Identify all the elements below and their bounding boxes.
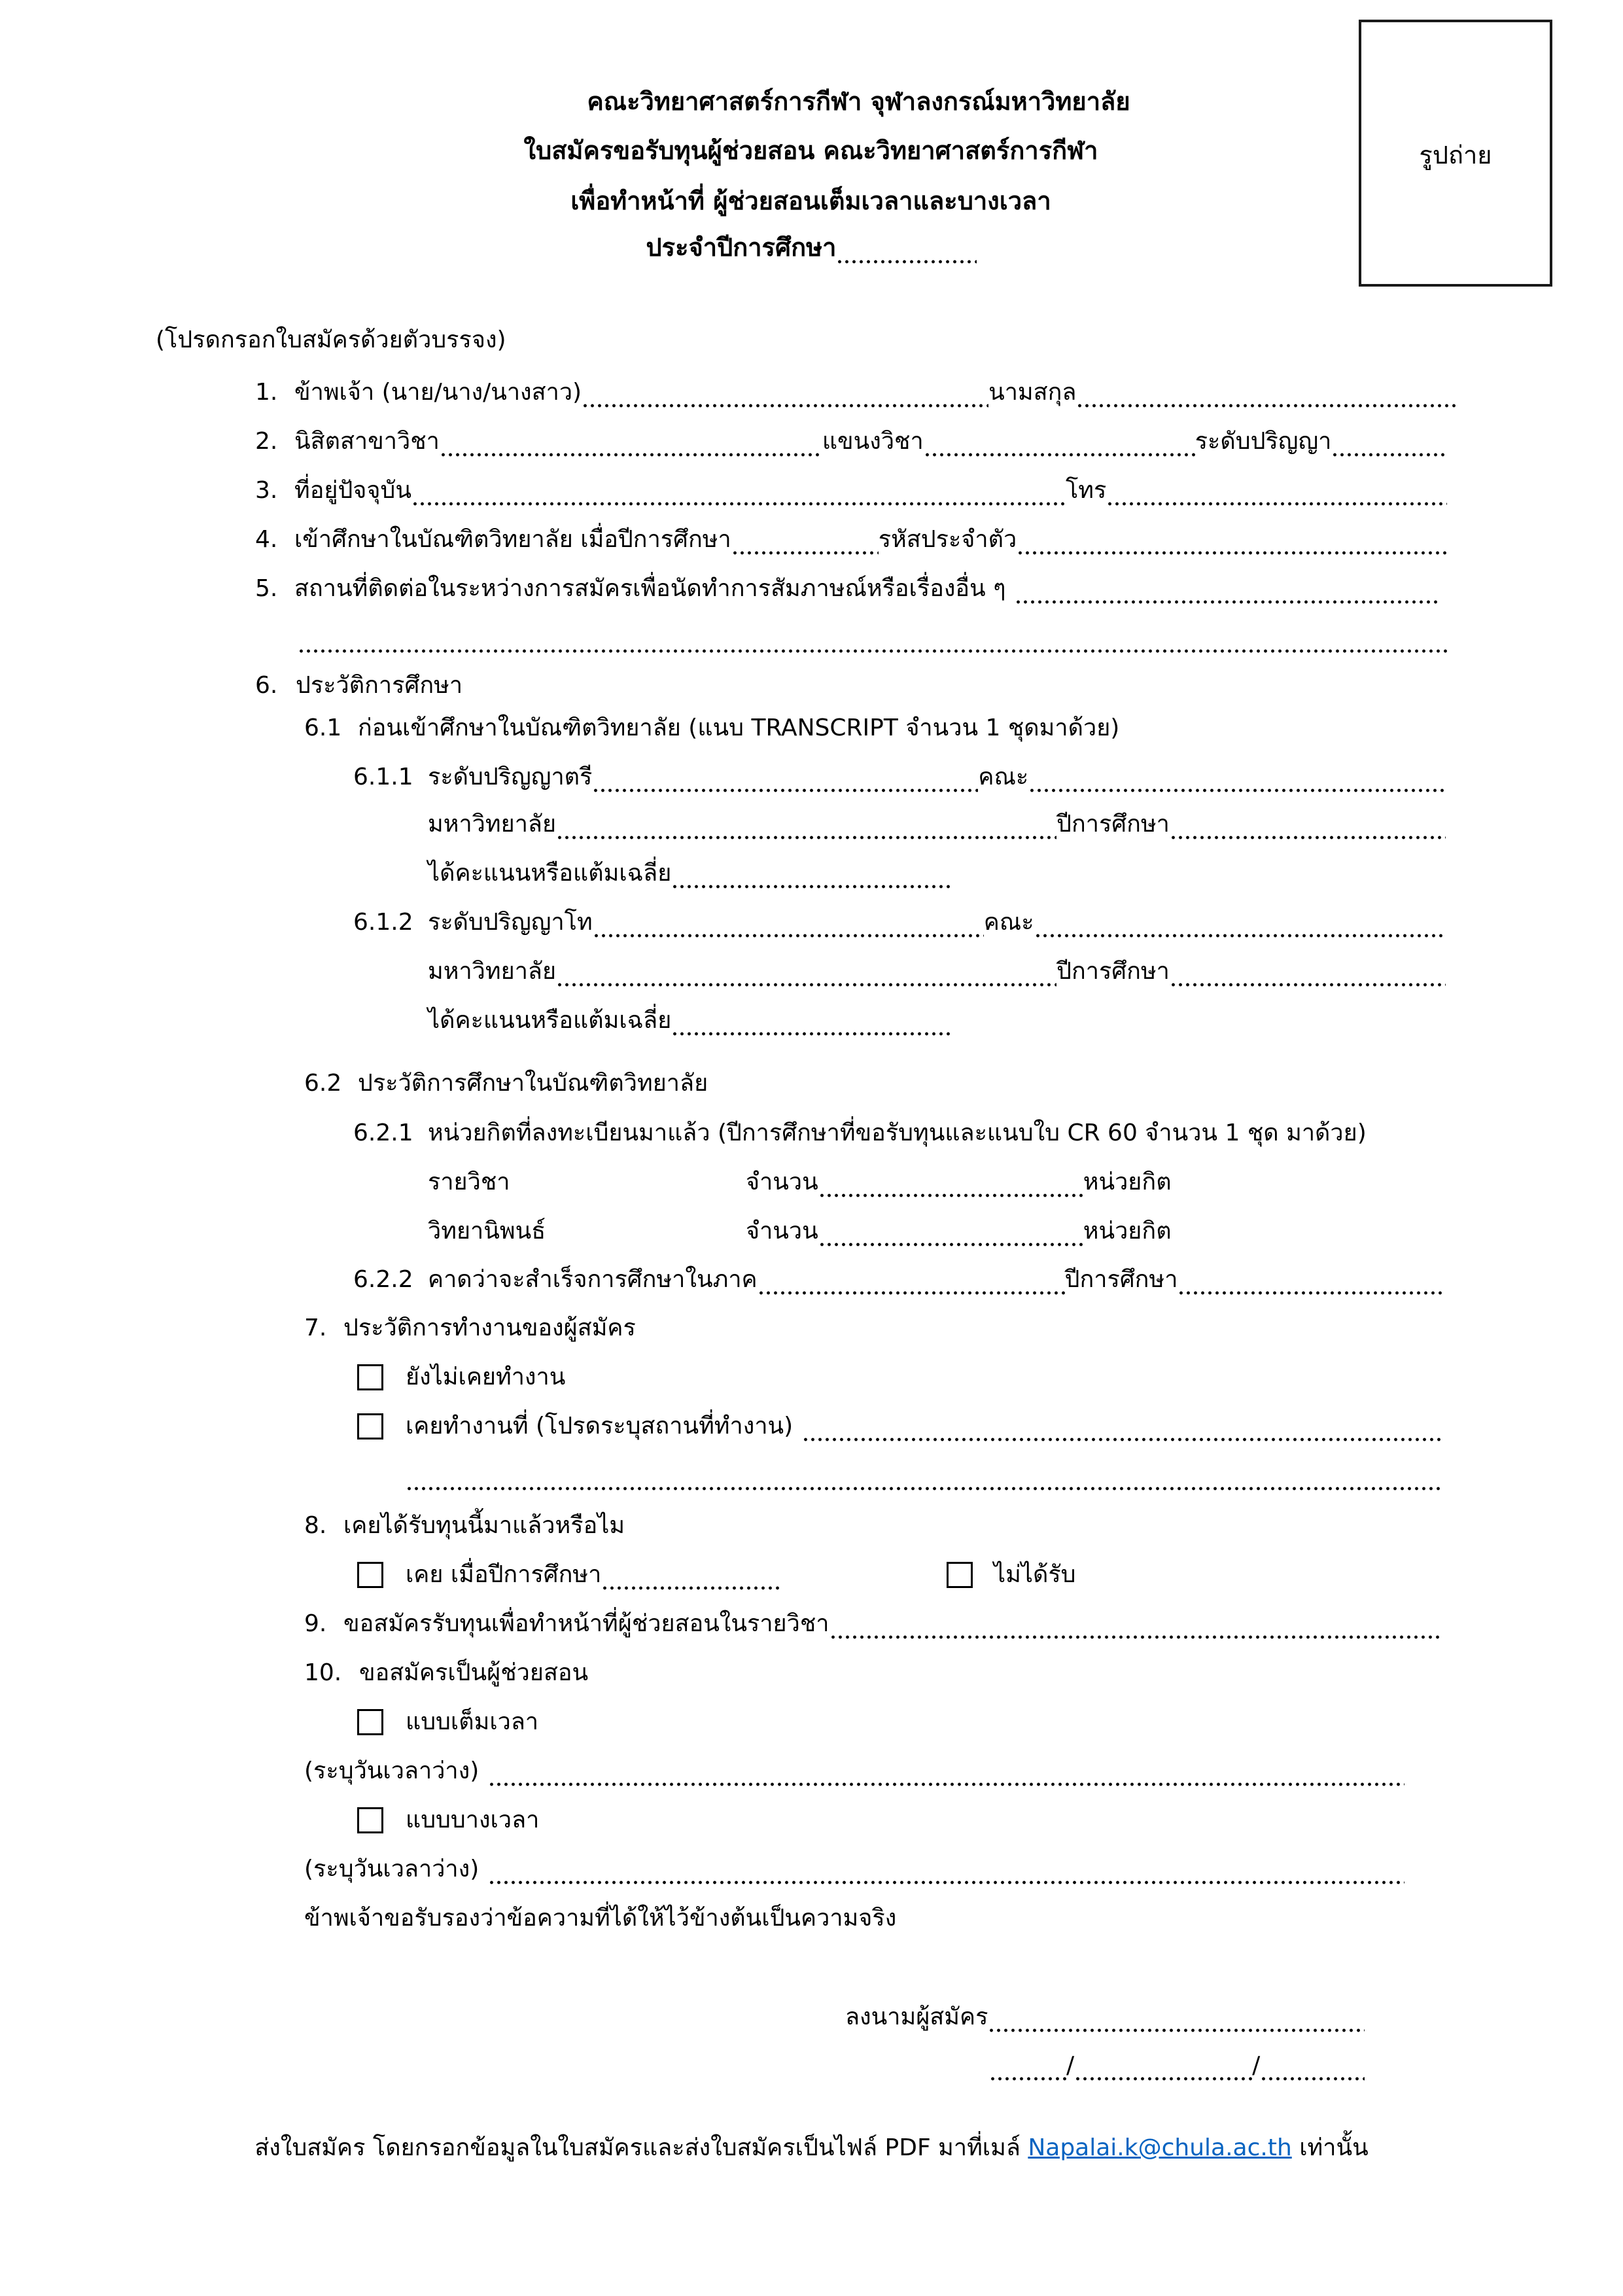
contact-label: สถานที่ติดต่อในระหว่างการสมัครเพื่อนัดทำการสัมภาษณ์หรือเรื่องอื่น ๆ <box>294 575 1006 602</box>
credits-row-thesis <box>428 1213 1172 1250</box>
master-faculty-field[interactable] <box>1034 904 1443 941</box>
course-label: ขอสมัครรับทุนเพื่อทำหน้าที่ผู้ช่วยสอนในรายวิชา <box>343 1610 829 1637</box>
thesis-credits-field[interactable] <box>818 1213 1083 1250</box>
bachelor-year-field[interactable] <box>1170 806 1446 843</box>
master-university-field[interactable] <box>556 953 1056 990</box>
credits-label: หน่วยกิตที่ลงทะเบียนมาแล้ว (ปีการศึกษาที่ขอรับทุนและแนบใบ CR 60 จำนวน 1 ชุด มาด้วย) <box>428 1120 1367 1146</box>
item-8-previous-grant <box>304 1508 625 1544</box>
header-line-1: คณะวิทยาศาสตร์การกีฬา จุฬาลงกรณ์มหาวิทยาลัย <box>587 87 1130 116</box>
program-label: นิสิตสาขาวิชา <box>294 428 440 455</box>
item-number: 7. <box>304 1315 327 1341</box>
year-label: ปีการศึกษา <box>1056 958 1170 985</box>
parttime-availability <box>304 1851 1405 1888</box>
bachelor-faculty-field[interactable] <box>1028 759 1447 796</box>
not-received-label: ไม่ได้รับ <box>994 1561 1076 1588</box>
university-label: มหาวิทยาลัย <box>428 958 557 985</box>
university-label: มหาวิทยาลัย <box>428 811 557 838</box>
workplace-line2 <box>406 1457 1443 1494</box>
parttime-availability-field[interactable] <box>488 1851 1405 1888</box>
section-6-1-1-university <box>428 806 1446 843</box>
item-7-work-history <box>304 1310 636 1347</box>
major-label: แขนงวิชา <box>822 428 924 455</box>
item-number: 6.2 <box>304 1070 342 1097</box>
footer-note <box>0 2130 1623 2166</box>
item-number: 8. <box>304 1512 327 1539</box>
credits-row-course <box>428 1164 1172 1201</box>
ta-type-label: ขอสมัครเป็นผู้ช่วยสอน <box>359 1659 589 1686</box>
certification <box>304 1900 896 1937</box>
ta-option-parttime <box>357 1802 539 1839</box>
item-number: 2. <box>255 428 278 455</box>
signature-line <box>845 1999 1365 2036</box>
date-month-field[interactable] <box>1074 2047 1252 2084</box>
item-5-contact <box>255 571 1439 607</box>
previous-grant-label: เคยได้รับทุนนี้มาแล้วหรือไม <box>343 1512 625 1539</box>
amount-label: จำนวน <box>746 1218 818 1245</box>
faculty-label: คณะ <box>983 909 1034 936</box>
header-line-4: ประจำปีการศึกษา <box>646 233 837 262</box>
address-field[interactable] <box>411 472 1066 509</box>
bachelor-field[interactable] <box>592 759 978 796</box>
contact-field-line-2[interactable] <box>298 620 1449 656</box>
faculty-label: คณะ <box>978 764 1029 790</box>
instruction: (โปรดกรอกใบสมัครด้วยตัวบรรจง) <box>156 327 506 353</box>
item-number: 1. <box>255 379 278 406</box>
grant-option-yes <box>357 1557 781 1593</box>
item-number: 9. <box>304 1610 327 1637</box>
date-day-field[interactable] <box>989 2047 1066 2084</box>
signature-field[interactable] <box>988 1999 1365 2036</box>
student-id-label: รหัสประจำตัว <box>878 526 1017 553</box>
item-10-ta-type <box>304 1655 588 1691</box>
surname-field[interactable] <box>1076 374 1456 411</box>
worked-checkbox[interactable] <box>357 1413 383 1439</box>
surname-label: นามสกุล <box>988 379 1077 406</box>
photo-label: รูปถ่าย <box>1419 141 1492 169</box>
footer-text: ส่งใบสมัคร โดยกรอกข้อมูลในใบสมัครและส่งใบสมัครเป็นไฟล์ PDF มาที่เมล์ <box>254 2134 1028 2161</box>
item-1-name <box>255 374 1456 411</box>
not-received-checkbox[interactable] <box>947 1562 973 1588</box>
section-6-2-1 <box>353 1115 1367 1152</box>
availability-label: (ระบุวันเวลาว่าง) <box>304 1856 480 1882</box>
item-number: 3. <box>255 477 278 504</box>
item-number: 6.1 <box>304 715 342 741</box>
bachelor-gpa-field[interactable] <box>671 855 952 892</box>
item-9-course <box>304 1606 1439 1642</box>
email-link[interactable]: Napalai.k@chula.ac.th <box>1028 2134 1292 2161</box>
section-6-1-1 <box>353 759 1447 796</box>
never-worked-label: ยังไม่เคยทำงาน <box>406 1364 566 1390</box>
workplace-field-line-2[interactable] <box>406 1457 1443 1494</box>
date-separator: / <box>1066 2052 1075 2079</box>
fulltime-label: แบบเต็มเวลา <box>406 1708 539 1735</box>
footer-text-end: เท่านั้น <box>1291 2134 1369 2161</box>
major-field[interactable] <box>924 423 1195 460</box>
grant-option-no <box>947 1557 1076 1593</box>
section-6-2-label: ประวัติการศึกษาในบัณฑิตวิทยาลัย <box>358 1070 708 1097</box>
fulltime-availability <box>304 1753 1405 1790</box>
section-6-2-2 <box>353 1262 1446 1298</box>
parttime-label: แบบบางเวลา <box>406 1807 540 1833</box>
header-line-2: ใบสมัครขอรับทุนผู้ช่วยสอน คณะวิทยาศาสตร์การกีฬา <box>523 136 1098 165</box>
date-line <box>989 2047 1365 2084</box>
work-option-worked <box>357 1408 1443 1445</box>
item-number: 6.1.1 <box>353 764 413 790</box>
section-6-2 <box>304 1065 708 1102</box>
master-label: ระดับปริญญาโท <box>428 909 593 936</box>
item-number: 5. <box>255 575 278 602</box>
item-number: 4. <box>255 526 278 553</box>
item-number: 10. <box>304 1659 342 1686</box>
item-number: 6.2.2 <box>353 1266 413 1293</box>
parttime-checkbox[interactable] <box>357 1807 383 1833</box>
master-field[interactable] <box>593 904 984 941</box>
unit-label: หน่วยกิต <box>1083 1169 1172 1195</box>
graduation-year-field[interactable] <box>1178 1262 1446 1298</box>
education-heading: ประวัติการศึกษา <box>296 672 463 699</box>
item-4-enrollment <box>255 521 1447 558</box>
gpa-label: ได้คะแนนหรือแต้มเฉลี่ย <box>428 1007 672 1034</box>
credit-type-label: วิทยานิพนธ์ <box>428 1218 546 1245</box>
course-field[interactable] <box>829 1606 1440 1642</box>
student-id-field[interactable] <box>1017 521 1447 558</box>
amount-label: จำนวน <box>746 1169 818 1195</box>
signature-label: ลงนามผู้สมัคร <box>845 2004 988 2030</box>
header-line-3: เพื่อทำหน้าที่ ผู้ช่วยสอนเต็มเวลาและบางเวลา <box>570 186 1051 215</box>
bachelor-university-field[interactable] <box>556 806 1056 843</box>
name-label: ข้าพเจ้า (นาย/นาง/นางสาว) <box>294 379 582 406</box>
gpa-label: ได้คะแนนหรือแต้มเฉลี่ย <box>428 860 672 887</box>
program-field[interactable] <box>440 423 822 460</box>
address-label: ที่อยู่ปัจจุบัน <box>294 477 411 504</box>
degree-label: ระดับปริญญา <box>1195 428 1332 455</box>
section-6-1-2-gpa <box>428 1002 952 1039</box>
enroll-year-label: เข้าศึกษาในบัณฑิตวิทยาลัย เมื่อปีการศึกษา <box>294 526 731 553</box>
work-option-never <box>357 1359 565 1396</box>
master-year-field[interactable] <box>1170 953 1446 990</box>
received-year-field[interactable] <box>601 1557 781 1593</box>
date-year-field[interactable] <box>1260 2047 1365 2084</box>
received-checkbox[interactable] <box>357 1562 383 1588</box>
degree-field[interactable] <box>1331 423 1446 460</box>
course-credits-field[interactable] <box>818 1164 1083 1201</box>
phone-field[interactable] <box>1106 472 1447 509</box>
unit-label: หน่วยกิต <box>1083 1218 1172 1245</box>
fulltime-availability-field[interactable] <box>488 1753 1405 1790</box>
section-6-1-2-university <box>428 953 1446 990</box>
bachelor-label: ระดับปริญญาตรี <box>428 764 593 790</box>
availability-label: (ระบุวันเวลาว่าง) <box>304 1757 480 1784</box>
section-6-1 <box>304 710 1119 747</box>
workplace-field[interactable] <box>802 1408 1443 1445</box>
enroll-year-field[interactable] <box>731 521 879 558</box>
section-6-1-label: ก่อนเข้าศึกษาในบัณฑิตวิทยาลัย (แนบ TRANSCRIPT จำนวน 1 ชุดมาด้วย) <box>358 715 1120 741</box>
item-number: 6.1.2 <box>353 909 413 936</box>
master-gpa-field[interactable] <box>671 1002 952 1039</box>
section-6-1-2 <box>353 904 1443 941</box>
item-number: 6.2.1 <box>353 1120 413 1146</box>
received-label: เคย เมื่อปีการศึกษา <box>406 1561 602 1588</box>
certification-text: ข้าพเจ้าขอรับรองว่าข้อความที่ได้ให้ไว้ข้างต้นเป็นความจริง <box>304 1905 897 1932</box>
credit-type-label: รายวิชา <box>428 1169 510 1195</box>
item-number: 6. <box>255 672 278 699</box>
first-name-field[interactable] <box>582 374 988 411</box>
work-history-label: ประวัติการทำงานของผู้สมัคร <box>343 1315 636 1341</box>
year-label: ปีการศึกษา <box>1064 1266 1178 1293</box>
academic-year-field[interactable] <box>836 239 977 266</box>
item-3-address <box>255 472 1447 509</box>
fulltime-checkbox[interactable] <box>357 1709 383 1735</box>
worked-label: เคยทำงานที่ (โปรดระบุสถานที่ทำงาน) <box>406 1413 794 1439</box>
contact-field[interactable] <box>1015 571 1439 607</box>
photo-box[interactable] <box>1359 20 1552 287</box>
year-label: ปีการศึกษา <box>1056 811 1170 838</box>
item-6-education <box>255 667 462 704</box>
item-2-program <box>255 423 1446 460</box>
item-5-contact-line2 <box>298 620 1449 656</box>
phone-label: โทร <box>1065 477 1107 504</box>
ta-option-fulltime <box>357 1704 538 1740</box>
section-6-1-1-gpa <box>428 855 952 892</box>
date-separator: / <box>1252 2052 1261 2079</box>
expected-graduation-label: คาดว่าจะสำเร็จการศึกษาในภาค <box>428 1266 758 1293</box>
never-worked-checkbox[interactable] <box>357 1364 383 1390</box>
semester-field[interactable] <box>758 1262 1065 1298</box>
